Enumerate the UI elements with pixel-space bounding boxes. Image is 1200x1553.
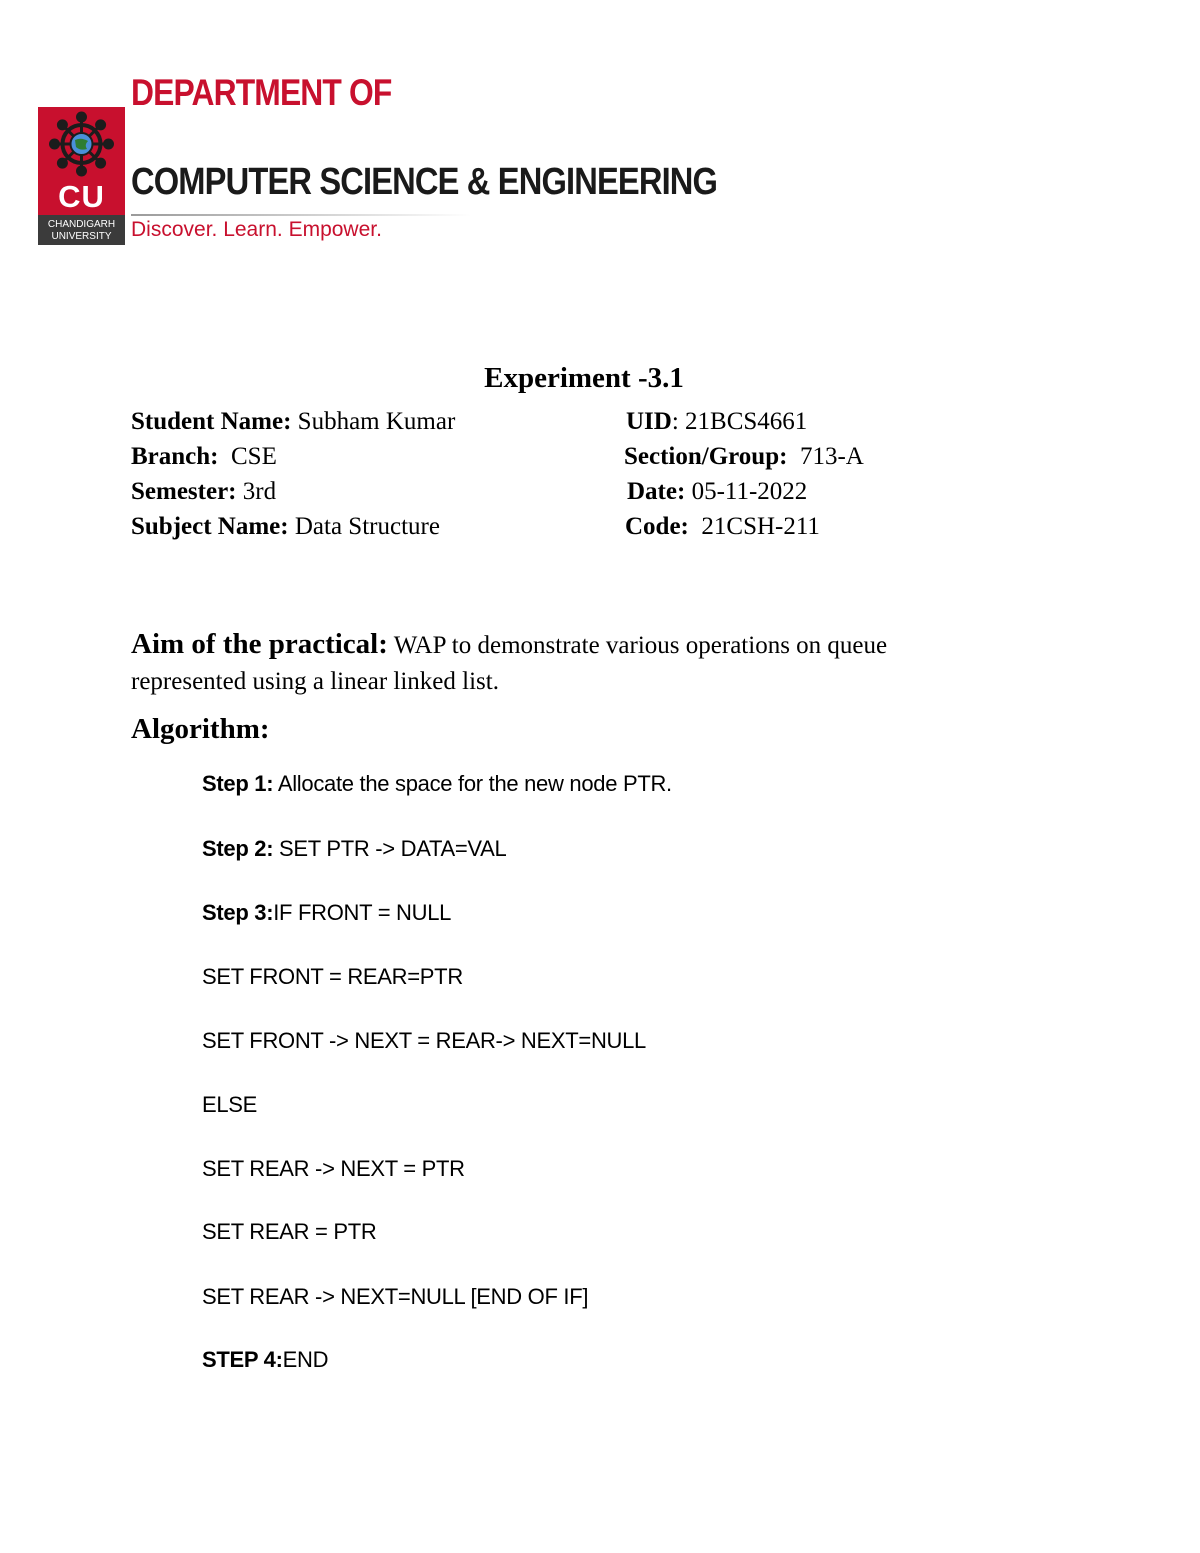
step-text: Allocate the space for the new node PTR. bbox=[273, 771, 672, 796]
logo-university-line1: CHANDIGARH bbox=[47, 219, 116, 230]
code-value: 21CSH-211 bbox=[688, 513, 820, 540]
semester-row bbox=[131, 478, 276, 506]
algorithm-step bbox=[202, 1284, 588, 1310]
uid-label: UID bbox=[626, 408, 672, 435]
student-name-row bbox=[131, 408, 455, 436]
aim-text: WAP to demonstrate various operations on queue represented using a linear linked list. bbox=[131, 632, 888, 695]
algorithm-step bbox=[202, 1028, 646, 1054]
algorithm-step bbox=[202, 836, 506, 862]
step-label: Step 1: bbox=[202, 771, 274, 796]
algorithm-step bbox=[202, 1092, 257, 1118]
subject-label: Subject Name: bbox=[131, 513, 289, 540]
branch-row bbox=[131, 443, 277, 471]
step-text: SET FRONT -> NEXT = REAR-> NEXT=NULL bbox=[202, 1028, 646, 1053]
student-name-label: Student Name: bbox=[131, 408, 292, 435]
step-text: ELSE bbox=[202, 1092, 258, 1117]
code-label: Code: bbox=[625, 513, 689, 540]
emblem-icon bbox=[38, 107, 125, 182]
step-label: Step 2: bbox=[202, 836, 274, 861]
aim-paragraph bbox=[131, 626, 931, 700]
date-row bbox=[627, 478, 807, 506]
algorithm-step bbox=[202, 771, 672, 797]
logo-university-strip bbox=[38, 215, 125, 245]
department-title-line2: COMPUTER SCIENCE & ENGINEERING bbox=[131, 161, 718, 203]
algorithm-step bbox=[202, 1347, 328, 1373]
semester-value: 3rd bbox=[236, 478, 277, 505]
algorithm-heading: Algorithm: bbox=[131, 713, 270, 745]
branch-value: CSE bbox=[218, 443, 277, 470]
algorithm-step bbox=[202, 1219, 377, 1245]
algorithm-step bbox=[202, 1156, 465, 1182]
step-text: SET FRONT = REAR=PTR bbox=[202, 964, 463, 989]
subject-value: Data Structure bbox=[288, 513, 440, 540]
code-row bbox=[625, 513, 820, 541]
section-row bbox=[624, 443, 864, 471]
logo-university-line2: UNIVERSITY bbox=[51, 231, 112, 242]
step-label: STEP 4: bbox=[202, 1347, 283, 1372]
branch-label: Branch: bbox=[131, 443, 219, 470]
department-title-line1: DEPARTMENT OF bbox=[131, 72, 392, 113]
uid-value: : 21BCS4661 bbox=[671, 408, 808, 435]
subject-row bbox=[131, 513, 440, 541]
tagline: Discover. Learn. Empower. bbox=[131, 218, 382, 241]
step-text: SET REAR -> NEXT=NULL [END OF IF] bbox=[202, 1284, 589, 1309]
step-text: END bbox=[282, 1347, 329, 1372]
algorithm-step bbox=[202, 964, 463, 990]
section-label: Section/Group: bbox=[624, 443, 788, 470]
experiment-title: Experiment -3.1 bbox=[484, 362, 684, 394]
step-text: SET PTR -> DATA=VAL bbox=[273, 836, 507, 861]
algorithm-step bbox=[202, 900, 451, 926]
aim-label: Aim of the practical: bbox=[131, 628, 388, 660]
date-label: Date: bbox=[627, 478, 686, 505]
step-text: IF FRONT = NULL bbox=[273, 900, 452, 925]
uid-row bbox=[626, 408, 807, 436]
step-text: SET REAR = PTR bbox=[202, 1219, 377, 1244]
step-text: SET REAR -> NEXT = PTR bbox=[202, 1156, 465, 1181]
university-logo bbox=[38, 107, 125, 245]
tagline-divider bbox=[131, 214, 471, 216]
section-value: 713-A bbox=[787, 443, 864, 470]
step-label: Step 3: bbox=[202, 900, 274, 925]
logo-initials: CU bbox=[58, 179, 105, 214]
date-value: 05-11-2022 bbox=[685, 478, 808, 505]
student-name-value: Subham Kumar bbox=[291, 408, 456, 435]
semester-label: Semester: bbox=[131, 478, 237, 505]
